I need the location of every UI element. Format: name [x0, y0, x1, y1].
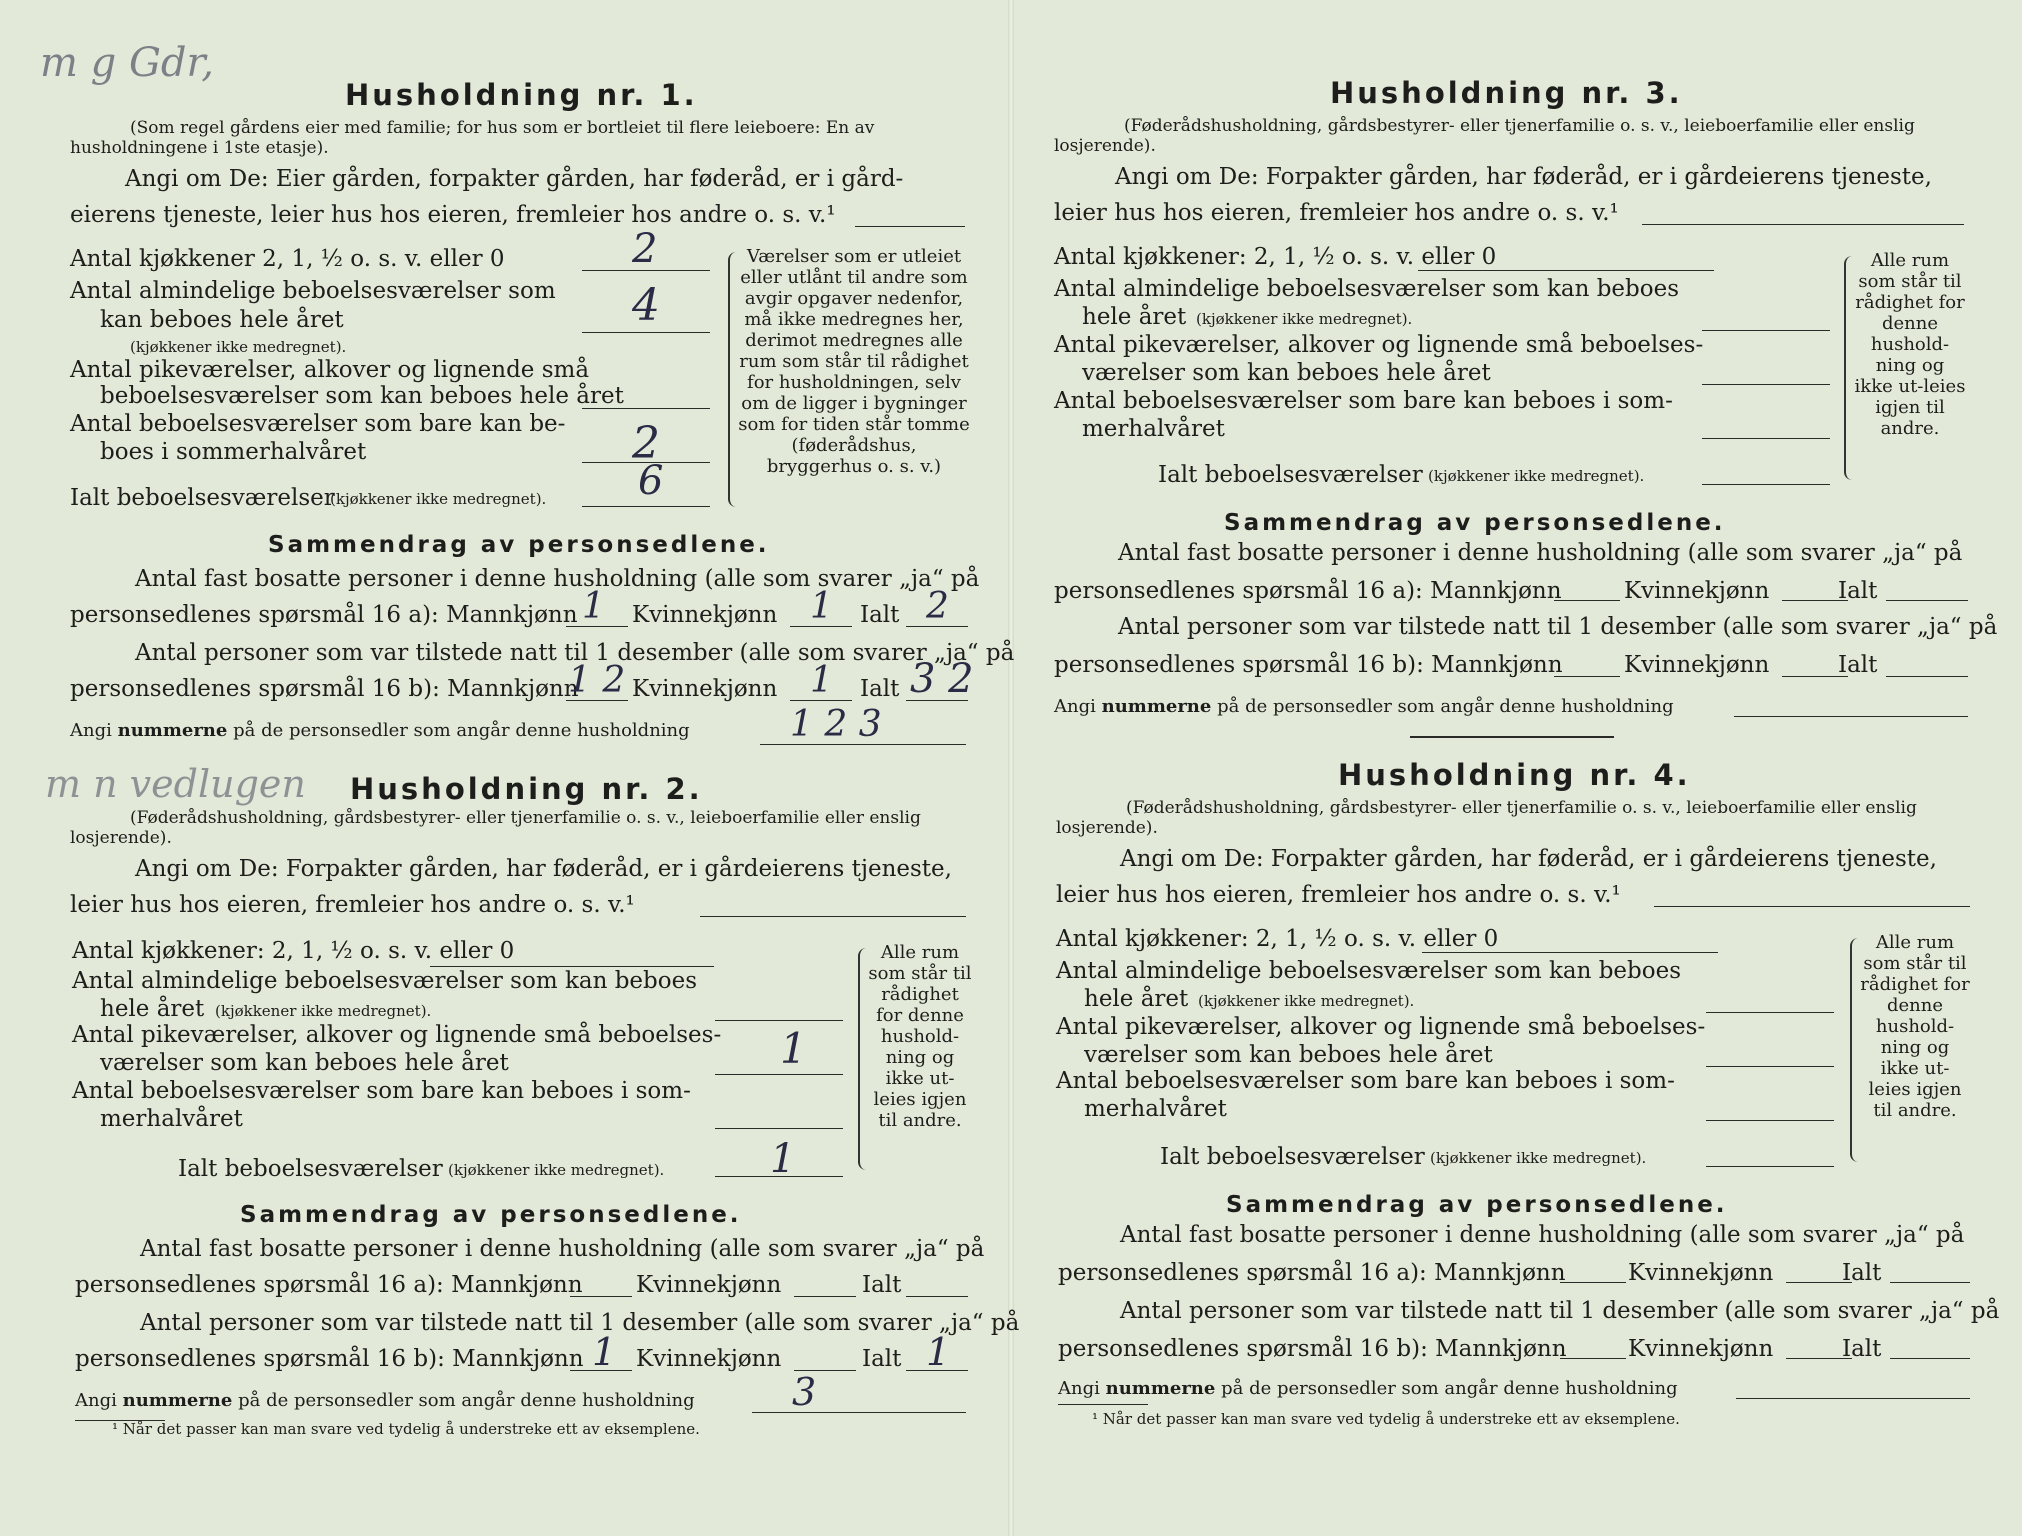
angi-line-1: Angi om De: Forpakter gården, har føderåd, er i gårdeierens tjeneste, — [1115, 164, 1932, 190]
nummerne-label-a: Angi — [70, 720, 112, 741]
footnote: ¹ Når det passer kan man svare ved tydelig å understreke ett av eksemplene. — [112, 1420, 700, 1438]
tils-mann-value: 1 2 — [568, 660, 626, 701]
nummerne-label-a: Angi — [75, 1390, 117, 1411]
sommer-value: 2 — [632, 418, 660, 469]
margin-note: m n vedlugen — [45, 762, 306, 806]
section-title: Husholdning nr. 2. — [350, 772, 703, 806]
nummerne-line — [1058, 1378, 1678, 1399]
answer-line — [700, 916, 966, 917]
kjokken-label: Antal kjøkkener: 2, 1, ½ o. s. v. eller 0 — [1056, 926, 1499, 952]
tils-ialt-label: Ialt — [860, 676, 900, 702]
pike-label: Antal pikeværelser, alkover og lignende små — [70, 357, 590, 383]
section-title: Husholdning nr. 1. — [345, 78, 698, 112]
fast-ialt-label: Ialt — [1838, 578, 1878, 604]
nummerne-line — [75, 1390, 695, 1411]
alm-value: 4 — [632, 280, 660, 331]
ialt-label: Ialt beboelsesværelser — [178, 1156, 443, 1182]
tils-kvinne-label: Kvinnekjønn — [632, 676, 778, 702]
fast-kvinne-label: Kvinnekjønn — [1624, 578, 1770, 604]
angi-line-1: Angi om De: Forpakter gården, har føderåd, er i gårdeierens tjeneste, — [135, 856, 952, 882]
fast-mann-value: 1 — [582, 586, 605, 627]
alm-label-3: (kjøkkener ikke medregnet). — [130, 338, 347, 356]
sommer-label: Antal beboelsesværelser som bare kan beboes i som- — [1056, 1068, 1675, 1094]
answer-line — [1702, 438, 1830, 439]
pike-label: Antal pikeværelser, alkover og lignende små beboelses- — [1054, 332, 1704, 358]
pike-value: 1 — [780, 1024, 807, 1073]
side-note: Værelser som er utleiet eller utlånt til andre som avgir opgaver nedenfor, må ikke medregnes her, derimot medregnes alle rum som står til rådighet for husholdningen, selv om de ligger i bygninger som for tiden står tomme (føderådshus, bryggerhus o. s. v.) — [738, 246, 970, 477]
sommer-label-2: merhalvåret — [1082, 416, 1225, 442]
answer-line — [1654, 906, 1970, 907]
ialt-label-small: (kjøkkener ikke medregnet). — [330, 490, 547, 508]
fast-line-2: personsedlenes spørsmål 16 a): Mannkjønn — [1054, 578, 1562, 604]
sommer-label: Antal beboelsesværelser som bare kan be- — [70, 411, 566, 437]
alm-label-2: hele året — [100, 996, 205, 1022]
tils-line-1: Antal personer som var tilstede natt til 1 desember (alle som svarer „ja“ på — [135, 640, 1015, 666]
fast-ialt-label: Ialt — [862, 1272, 902, 1298]
answer-line — [715, 1074, 843, 1075]
answer-line — [1886, 600, 1968, 601]
kjokken-value: 2 — [632, 226, 658, 272]
summary-title: Sammendrag av personsedlene. — [268, 532, 770, 558]
fast-line-2: personsedlenes spørsmål 16 a): Mannkjønn — [70, 602, 578, 628]
pike-label: Antal pikeværelser, alkover og lignende små beboelses- — [1056, 1014, 1706, 1040]
nummerne-line — [1054, 696, 1674, 717]
alm-label-2: hele året — [1082, 304, 1187, 330]
answer-line — [430, 966, 714, 967]
tils-line-2: personsedlenes spørsmål 16 b): Mannkjønn — [1054, 652, 1563, 678]
ialt-label-small: (kjøkkener ikke medregnet). — [1428, 467, 1645, 485]
answer-line — [582, 332, 710, 333]
answer-line — [1422, 952, 1718, 953]
alm-label-2: kan beboes hele året — [100, 307, 344, 333]
ialt-value: 1 — [770, 1136, 796, 1182]
side-note: Alle rum som står til rådighet for denne hushold-ning og ikke ut-leies igjen til andre. — [1854, 250, 1966, 439]
nummerne-value: 3 — [792, 1370, 817, 1414]
ialt-label-small: (kjøkkener ikke medregnet). — [1430, 1149, 1647, 1167]
fast-line-2: personsedlenes spørsmål 16 a): Mannkjønn — [75, 1272, 583, 1298]
answer-line — [1734, 716, 1968, 717]
fast-line-2: personsedlenes spørsmål 16 a): Mannkjønn — [1058, 1260, 1566, 1286]
fast-line-1: Antal fast bosatte personer i denne husholdning (alle som svarer „ja“ på — [135, 566, 980, 592]
answer-line — [1890, 1358, 1970, 1359]
tils-mann-value: 1 — [592, 1330, 617, 1374]
answer-line — [582, 408, 710, 409]
angi-line-1: Angi om De: Eier gården, forpakter gården, har føderåd, er i gård- — [125, 166, 904, 192]
angi-line-2: leier hus hos eieren, fremleier hos andre o. s. v.¹ — [70, 892, 635, 918]
answer-line — [906, 1296, 968, 1297]
tils-ialt-value: 3 2 — [910, 656, 974, 702]
kjokken-label: Antal kjøkkener: 2, 1, ½ o. s. v. eller 0 — [72, 938, 515, 964]
answer-line — [1736, 1398, 1970, 1399]
pike-label-2: værelser som kan beboes hele året — [100, 1050, 509, 1076]
angi-line-2: leier hus hos eieren, fremleier hos andre o. s. v.¹ — [1054, 200, 1619, 226]
fast-line-1: Antal fast bosatte personer i denne husholdning (alle som svarer „ja“ på — [1118, 540, 1963, 566]
footnote-rule — [1058, 1404, 1148, 1405]
fast-line-1: Antal fast bosatte personer i denne husholdning (alle som svarer „ja“ på — [140, 1236, 985, 1262]
nummerne-label-c: på de personsedler som angår denne husholdning — [1221, 1378, 1678, 1399]
nummerne-label-c: på de personsedler som angår denne husholdning — [233, 720, 690, 741]
alm-label-3: (kjøkkener ikke medregnet). — [1196, 310, 1413, 328]
answer-line — [715, 1020, 843, 1021]
answer-line — [715, 1128, 843, 1129]
answer-line — [1706, 1012, 1834, 1013]
tils-ialt-label: Ialt — [862, 1346, 902, 1372]
ialt-label: Ialt beboelsesværelser — [1160, 1144, 1425, 1170]
nummerne-label-a: Angi — [1054, 696, 1096, 717]
summary-title: Sammendrag av personsedlene. — [1226, 1192, 1728, 1218]
angi-line-2: leier hus hos eieren, fremleier hos andre o. s. v.¹ — [1056, 882, 1621, 908]
alm-label: Antal almindelige beboelsesværelser som kan beboes — [1054, 276, 1680, 302]
answer-line — [570, 1296, 632, 1297]
tils-kvinne-label: Kvinnekjønn — [1628, 1336, 1774, 1362]
right-page — [1014, 0, 2022, 1536]
fast-kvinne-label: Kvinnekjønn — [636, 1272, 782, 1298]
tils-ialt-label: Ialt — [1842, 1336, 1882, 1362]
side-note: Alle rum som står til rådighet for denne hushold-ning og ikke ut-leies igjen til andre. — [868, 942, 972, 1131]
sommer-label: Antal beboelsesværelser som bare kan beboes i som- — [72, 1078, 691, 1104]
nummerne-label-b: nummerne — [117, 720, 228, 741]
pike-label-2: værelser som kan beboes hele året — [1082, 360, 1491, 386]
fast-line-1: Antal fast bosatte personer i denne husholdning (alle som svarer „ja“ på — [1120, 1222, 1965, 1248]
answer-line — [1890, 1282, 1970, 1283]
angi-line-2: eierens tjeneste, leier hus hos eieren, fremleier hos andre o. s. v.¹ — [70, 202, 836, 228]
answer-line — [1702, 384, 1830, 385]
section-divider — [1410, 736, 1614, 738]
ialt-label: Ialt beboelsesværelser — [70, 485, 335, 511]
alm-label-3: (kjøkkener ikke medregnet). — [215, 1002, 432, 1020]
answer-line — [1702, 484, 1830, 485]
footnote: ¹ Når det passer kan man svare ved tydelig å understreke ett av eksemplene. — [1092, 1410, 1680, 1428]
nummerne-label-a: Angi — [1058, 1378, 1100, 1399]
answer-line — [1560, 1358, 1626, 1359]
alm-label: Antal almindelige beboelsesværelser som kan beboes — [1056, 958, 1682, 984]
angi-line-1: Angi om De: Forpakter gården, har føderåd, er i gårdeierens tjeneste, — [1120, 846, 1937, 872]
answer-line — [582, 506, 710, 507]
nummerne-label-c: på de personsedler som angår denne husholdning — [1217, 696, 1674, 717]
summary-title: Sammendrag av personsedlene. — [1224, 510, 1726, 536]
nummerne-label-c: på de personsedler som angår denne husholdning — [238, 1390, 695, 1411]
alm-label-2: hele året — [1084, 986, 1189, 1012]
answer-line — [1554, 600, 1620, 601]
section-intro: (Føderådshusholdning, gårdsbestyrer- eller tjenerfamilie o. s. v., leieboerfamilie eller enslig losjerende). — [70, 808, 921, 848]
tils-line-1: Antal personer som var tilstede natt til 1 desember (alle som svarer „ja“ på — [1118, 614, 1998, 640]
sommer-label: Antal beboelsesværelser som bare kan beboes i som- — [1054, 388, 1673, 414]
nummerne-line — [70, 720, 690, 741]
answer-line — [1706, 1066, 1834, 1067]
sommer-label-2: merhalvåret — [1084, 1096, 1227, 1122]
nummerne-label-b: nummerne — [122, 1390, 233, 1411]
section-intro: (Føderådshusholdning, gårdsbestyrer- eller tjenerfamilie o. s. v., leieboerfamilie eller enslig losjerende). — [1054, 116, 1915, 156]
fast-ialt-label: Ialt — [860, 602, 900, 628]
fast-kvinne-label: Kvinnekjønn — [1628, 1260, 1774, 1286]
section-title: Husholdning nr. 4. — [1338, 758, 1691, 792]
summary-title: Sammendrag av personsedlene. — [240, 1202, 742, 1228]
answer-line — [1886, 676, 1968, 677]
ialt-value: 6 — [638, 458, 664, 504]
ialt-label: Ialt beboelsesværelser — [1158, 462, 1423, 488]
nummerne-value: 1 2 3 — [790, 704, 882, 745]
tils-ialt-label: Ialt — [1838, 652, 1878, 678]
answer-line — [1554, 676, 1620, 677]
answer-line — [794, 1296, 856, 1297]
section-intro: (Som regel gårdens eier med familie; for hus som er bortleiet til flere leieboere: En av husholdningene i 1ste etasje). — [70, 118, 875, 158]
fast-kvinne-value: 1 — [810, 586, 833, 627]
sommer-label-2: boes i sommerhalvåret — [100, 439, 367, 465]
fast-kvinne-label: Kvinnekjønn — [632, 602, 778, 628]
tils-line-1: Antal personer som var tilstede natt til 1 desember (alle som svarer „ja“ på — [140, 1310, 1020, 1336]
nummerne-label-b: nummerne — [1105, 1378, 1216, 1399]
kjokken-label: Antal kjøkkener: 2, 1, ½ o. s. v. eller 0 — [1054, 244, 1497, 270]
tils-line-2: personsedlenes spørsmål 16 b): Mannkjønn — [75, 1346, 584, 1372]
section-intro: (Føderådshusholdning, gårdsbestyrer- eller tjenerfamilie o. s. v., leieboerfamilie eller enslig losjerende). — [1056, 798, 1917, 838]
tils-ialt-value: 1 — [926, 1330, 951, 1374]
alm-label: Antal almindelige beboelsesværelser som kan beboes — [72, 968, 698, 994]
pike-label: Antal pikeværelser, alkover og lignende små beboelses- — [72, 1022, 722, 1048]
fast-ialt-label: Ialt — [1842, 1260, 1882, 1286]
tils-kvinne-label: Kvinnekjønn — [1624, 652, 1770, 678]
kjokken-label: Antal kjøkkener 2, 1, ½ o. s. v. eller 0 — [70, 246, 505, 272]
ialt-label-small: (kjøkkener ikke medregnet). — [448, 1161, 665, 1179]
fast-ialt-value: 2 — [926, 586, 949, 627]
answer-line — [1706, 1120, 1834, 1121]
answer-line — [1702, 330, 1830, 331]
pike-label-2: beboelsesværelser som kan beboes hele året — [100, 383, 624, 409]
answer-line — [1706, 1166, 1834, 1167]
tils-line-1: Antal personer som var tilstede natt til 1 desember (alle som svarer „ja“ på — [1120, 1298, 2000, 1324]
answer-line — [1642, 224, 1964, 225]
alm-label-3: (kjøkkener ikke medregnet). — [1198, 992, 1415, 1010]
answer-line — [1560, 1282, 1626, 1283]
sommer-label-2: merhalvåret — [100, 1106, 243, 1132]
pike-label-2: værelser som kan beboes hele året — [1084, 1042, 1493, 1068]
answer-line — [752, 1412, 966, 1413]
tils-line-2: personsedlenes spørsmål 16 b): Mannkjønn — [70, 676, 579, 702]
side-note: Alle rum som står til rådighet for denne hushold-ning og ikke ut-leies igjen til andre. — [1860, 932, 1970, 1121]
section-title: Husholdning nr. 3. — [1330, 76, 1683, 110]
margin-note: m g Gdr, — [40, 40, 214, 86]
nummerne-label-b: nummerne — [1101, 696, 1212, 717]
tils-line-2: personsedlenes spørsmål 16 b): Mannkjønn — [1058, 1336, 1567, 1362]
tils-kvinne-value: 1 — [810, 660, 833, 701]
answer-line — [1418, 270, 1714, 271]
answer-line — [855, 226, 965, 227]
alm-label: Antal almindelige beboelsesværelser som — [70, 278, 556, 304]
tils-kvinne-label: Kvinnekjønn — [636, 1346, 782, 1372]
